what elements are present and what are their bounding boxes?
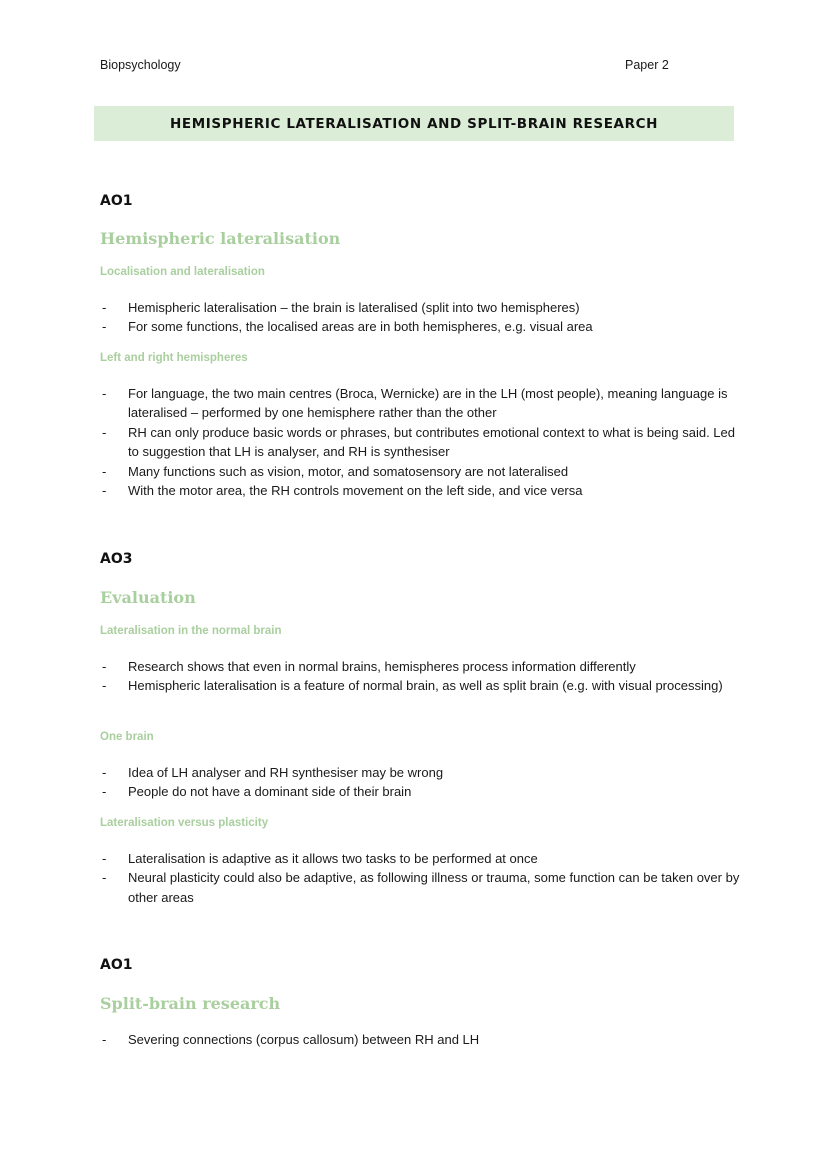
bullet-dash: - <box>102 851 107 866</box>
list-item: - For language, the two main centres (Broca, Wernicke) are in the LH (most people), meaning language is lateralised – performed by one hemisphere rather than the other <box>102 386 728 421</box>
list-item: - Idea of LH analyser and RH synthesiser may be wrong <box>100 763 740 782</box>
document-title: HEMISPHERIC LATERALISATION AND SPLIT-BRAIN RESEARCH <box>170 115 658 132</box>
list-item: - Research shows that even in normal brains, hemispheres process information differently <box>100 657 740 676</box>
list-item: - Severing connections (corpus callosum) between RH and LH <box>100 1030 740 1049</box>
section-1-group-2-subtitle: Left and right hemispheres <box>100 352 248 364</box>
bullet-dash: - <box>102 300 107 315</box>
bullet-dash: - <box>102 319 107 335</box>
list-item: - Many functions such as vision, motor, and somatosensory are not lateralised <box>100 462 740 481</box>
bullet-dash: - <box>102 765 107 780</box>
section-3-title: Split-brain research <box>100 994 281 1013</box>
section-1-title: Hemispheric lateralisation <box>100 229 341 248</box>
section-2-group-1-list <box>100 657 740 696</box>
bullet-dash: - <box>102 386 107 401</box>
list-item: - Hemispheric lateralisation – the brain is lateralised (split into two hemispheres) <box>100 298 740 317</box>
bullet-dash: - <box>102 483 107 499</box>
section-2-group-2-subtitle: One brain <box>100 731 154 743</box>
header-paper: Paper 2 <box>625 58 669 72</box>
bullet-dash: - <box>102 678 107 694</box>
section-2-title: Evaluation <box>100 588 196 607</box>
section-2-group-3-list <box>100 849 740 907</box>
bullet-dash: - <box>102 870 107 886</box>
section-2-ao-label: AO3 <box>100 551 133 567</box>
section-1-group-2-list <box>100 384 740 500</box>
bullet-dash: - <box>102 463 107 479</box>
list-item: - With the motor area, the RH controls movement on the left side, and vice versa <box>100 481 740 500</box>
list-item: - Hemispheric lateralisation is a feature of normal brain, as well as split brain (e.g. with visual processing) <box>100 676 740 695</box>
section-2-group-1-subtitle: Lateralisation in the normal brain <box>100 625 282 637</box>
list-item: - Lateralisation is adaptive as it allows two tasks to be performed at once <box>100 849 740 868</box>
section-1-ao-label: AO1 <box>100 193 133 209</box>
bullet-dash: - <box>102 1032 107 1047</box>
list-item: - Neural plasticity could also be adaptive, as following illness or trauma, some function can be taken over by other areas <box>102 870 740 905</box>
bullet-dash: - <box>102 424 107 440</box>
section-3-group-1-list <box>100 1030 740 1049</box>
bullet-dash: - <box>102 659 107 674</box>
section-1-group-1-subtitle: Localisation and lateralisation <box>100 266 265 278</box>
header-subject: Biopsychology <box>100 58 181 72</box>
section-2-group-3-subtitle: Lateralisation versus plasticity <box>100 817 269 829</box>
section-1-group-1-list <box>100 298 740 337</box>
section-2-group-2-list <box>100 763 740 802</box>
title-banner <box>94 106 734 141</box>
bullet-dash: - <box>102 784 107 800</box>
list-item: - RH can only produce basic words or phrases, but contributes emotional context to what is being said. Led to suggestion that LH is analyser, and RH is synthesiser <box>102 424 736 460</box>
section-3-ao-label: AO1 <box>100 957 133 973</box>
list-item: - For some functions, the localised areas are in both hemispheres, e.g. visual area <box>100 317 740 336</box>
list-item: - People do not have a dominant side of their brain <box>100 782 740 801</box>
